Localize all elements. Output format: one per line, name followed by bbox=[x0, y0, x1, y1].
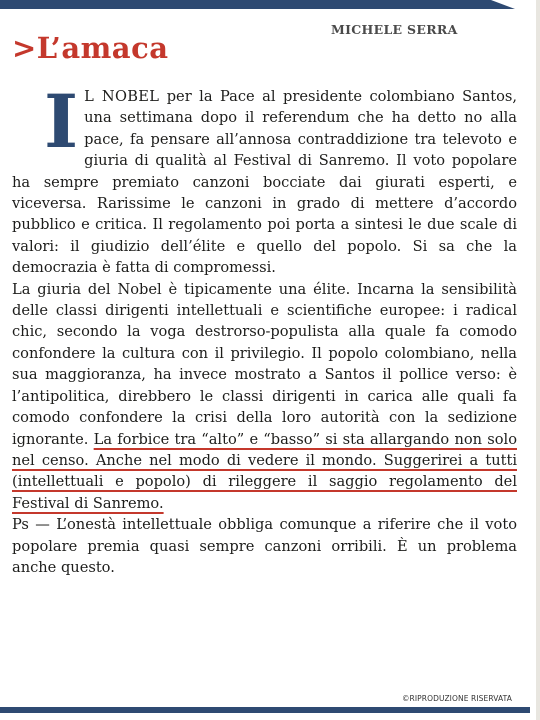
column-title: >L’amaca bbox=[12, 31, 169, 65]
copyright-notice: ©RIPRODUZIONE RISERVATA bbox=[401, 694, 512, 703]
paragraph-1 bbox=[12, 79, 517, 279]
paragraph-1-text: per la Pace al presidente colombiano Santos, una settimana dopo il referendum che ha detto no alla pace, fa pensare all’annosa contraddizione tra televoto e giuria di qualità al Festival di Sanremo. Il voto popolare ha sempre premiato canzoni bocciate dai giurati esperti, e viceversa. Rarissime le canzoni in grado di mettere d’accordo pubblico e critica. Il regolamento poi porta a sintesi le due scale di valori: il giudizio dell’élite e quello del popolo. Si sa che la democrazia è fatta di compromessi. bbox=[12, 88, 517, 277]
article-body bbox=[12, 79, 517, 578]
author-byline: MICHELE SERRA bbox=[331, 22, 458, 37]
highlighted-passage: La forbice tra “alto” e “basso” si sta allargando non solo nel censo. Anche nel modo di vedere il mondo. Suggerirei a tutti (intellettuali e popolo) di rileggere il saggio regolamento del Festival di Sanremo. bbox=[12, 430, 517, 512]
page-edge bbox=[536, 0, 540, 720]
bottom-rule bbox=[0, 707, 530, 713]
top-rule bbox=[0, 0, 515, 9]
paragraph-2 bbox=[12, 279, 517, 514]
lead-smallcaps: L NOBEL bbox=[84, 88, 160, 105]
drop-cap: I bbox=[44, 79, 79, 165]
top-rule-notch bbox=[491, 0, 515, 9]
paragraph-ps: Ps — L’onestà intellettuale obbliga comunque a riferire che il voto popolare premia quasi sempre canzoni orribili. È un problema anche questo. bbox=[12, 516, 517, 576]
paragraph-2-text: La giuria del Nobel è tipicamente una élite. Incarna la sensibilità delle classi dirigenti intellettuali e scientifiche europee: i radical chic, secondo la voga destrorso-populista alla quale fa comodo confondere la cultura con il privilegio. Il popolo colombiano, nella sua maggioranza, ha invece mostrato a Santos il pollice verso: è l’antipolitica, direbbero le classi dirigenti in carica alle quali fa comodo confondere la crisi della loro autorità con la sedizione ignorante. bbox=[12, 280, 517, 448]
